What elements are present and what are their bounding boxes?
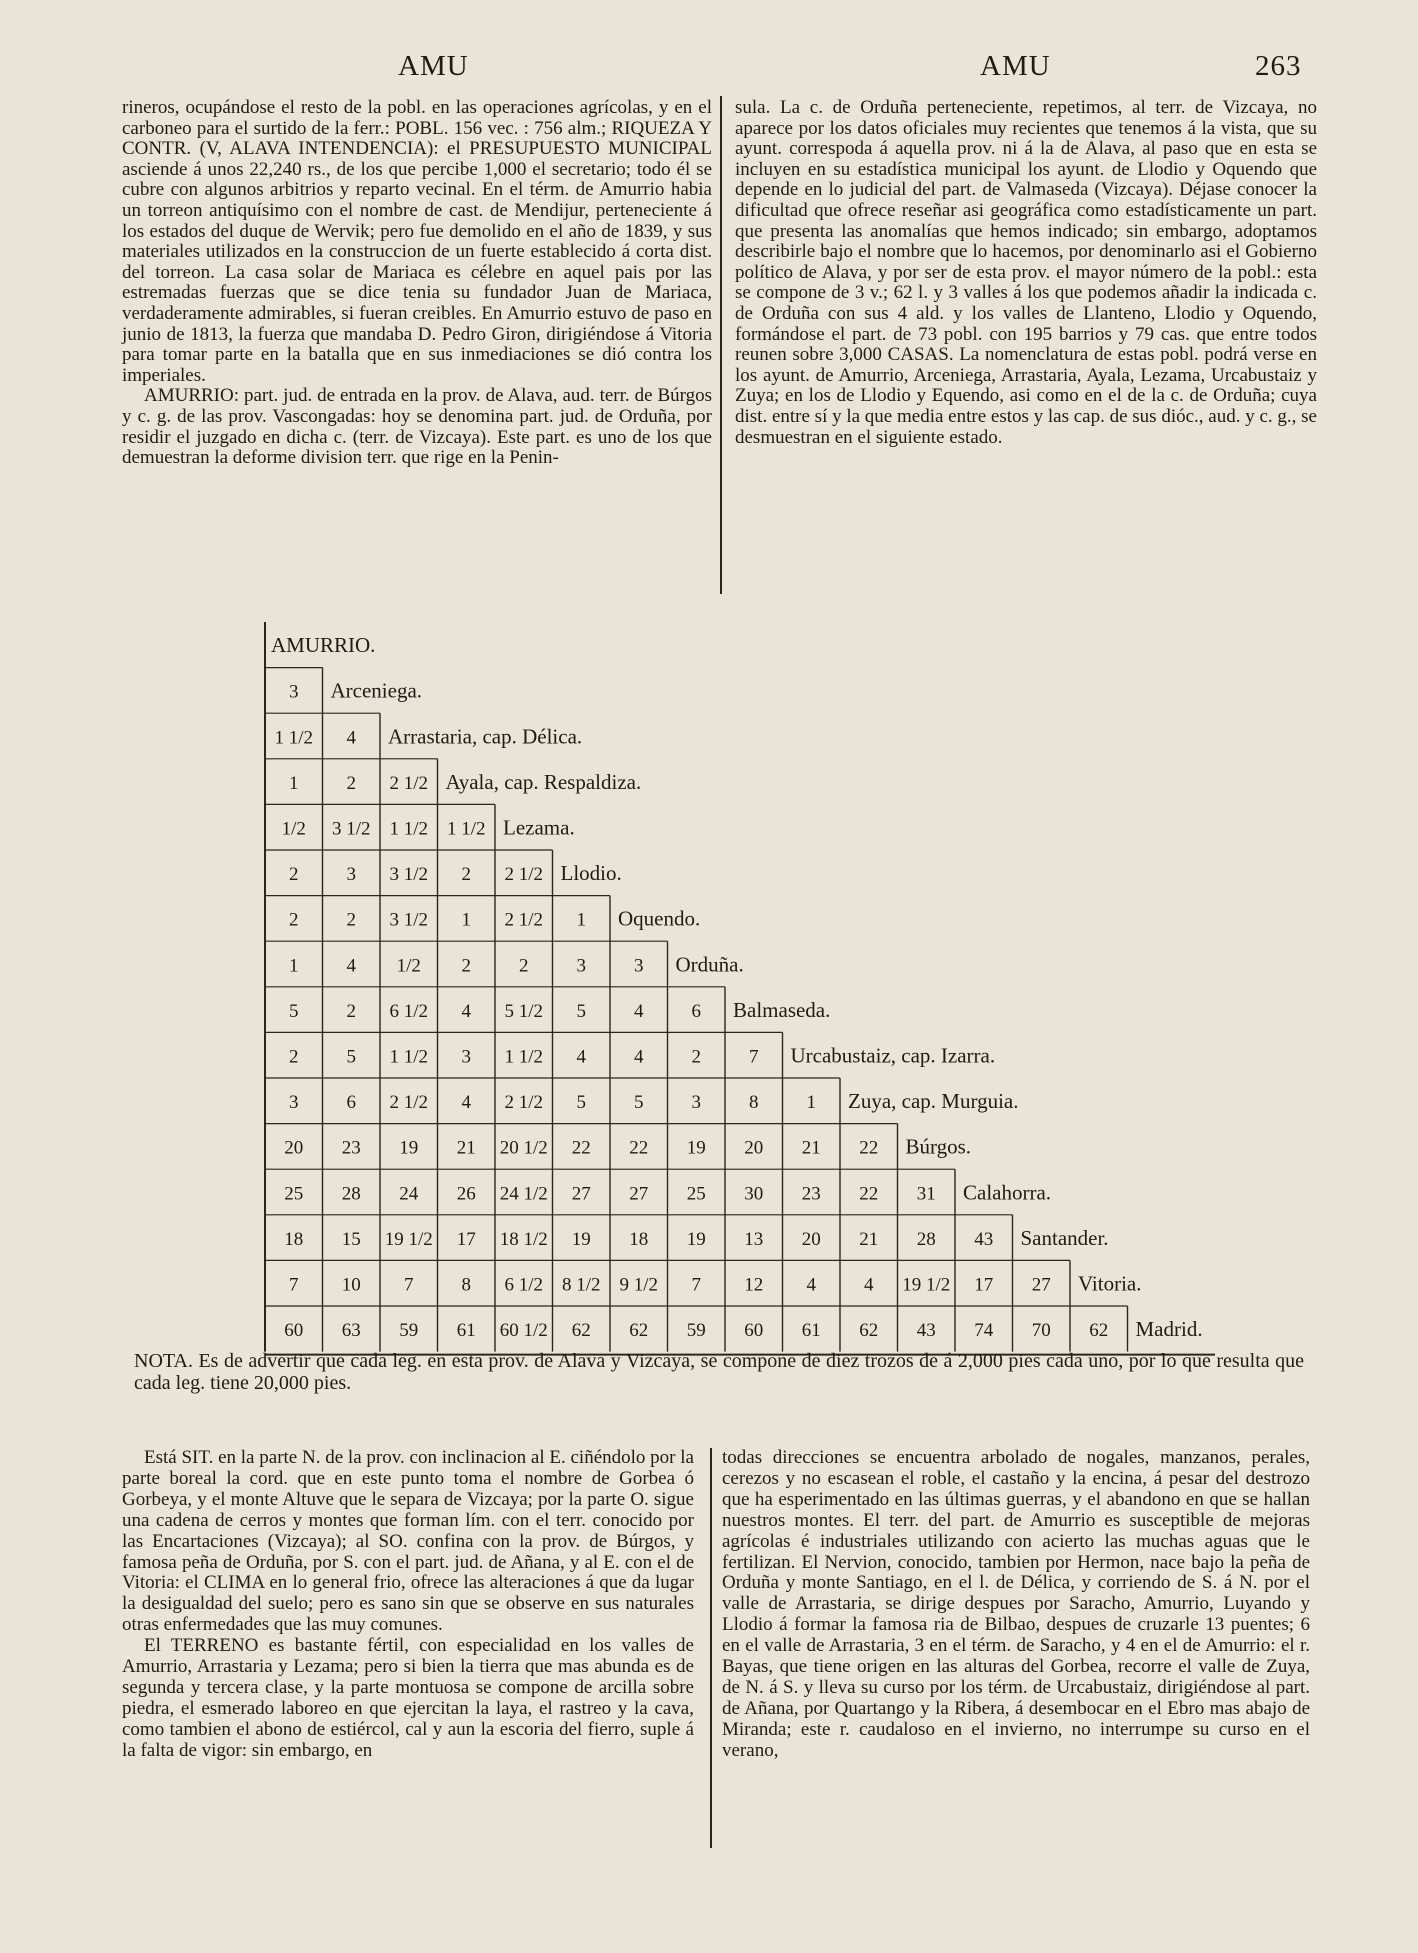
distance-cell: 1 [806, 1092, 816, 1114]
distance-cell: 3 1/2 [389, 864, 429, 886]
distance-cell: 21 [456, 1137, 476, 1159]
distance-cell: 19 [686, 1228, 706, 1250]
distance-cell: 2 [461, 955, 471, 977]
distance-cell: 15 [341, 1228, 361, 1250]
distance-cell: 2 [289, 909, 299, 931]
place-label: Ayala, cap. Respaldiza. [445, 769, 642, 794]
distance-cell: 13 [744, 1228, 764, 1250]
paragraph: todas direcciones se encuentra arbolado de nogales, manzanos, perales, cerezos y no escasean el roble, el castaño y la encina, á pesar del destrozo que ha esperimentado en las últimas guerras, y el abandono en que se hallan nuestros montes. El terr. del part. de Amurrio es susceptible de mejoras agrícolas é industriales utilizando con acierto las muchas aguas que le fertilizan. El Nervion, conocido, tambien por Hermon, nace bajo la peña de Orduña y monte Santiago, en el l. de Délica, y corriendo de S. á N. por el valle de Arrastaria, se dirige despues por Saracho, Amurrio, Luyando y Llodio á formar la famosa ria de Bilbao, despues de cruzarle 13 puentes; 6 en el valle de Arrastaria, 3 en el térm. de Saracho, y 4 en el de Amurrio: el r. Bayas, que tiene origen en las alturas del Gorbea, recorre el valle de Zuya, de N. á S. y lleva su curso por los térm. de Urcabustaiz, dirigiéndose al part. de Añana, por Quartango y la Ribera, á desembocar en el Ebro mas abajo de Miranda; este r. caudaloso en el invierno, no interrumpe su curso en el verano, [722, 1447, 1310, 1761]
place-label: Calahorra. [963, 1180, 1052, 1205]
distance-cell: 2 1/2 [389, 772, 429, 794]
place-label: Santander. [1020, 1225, 1109, 1250]
paragraph: AMURRIO: part. jud. de entrada en la prov. de Alava, aud. terr. de Búrgos y c. g. de las prov. Vascongadas: hoy se denomina part. jud. de Orduña, por residir el juzgado en dicha c. (terr. de Vizcaya). Este part. es uno de los que demuestran la deforme division terr. que rige en la Penin- [122, 385, 712, 469]
paragraph: sula. La c. de Orduña perteneciente, repetimos, al terr. de Vizcaya, no aparece por los datos oficiales muy recientes que tenemos á la vista, que su ayunt. correspoda á aquella prov. ni á la de Alava, al paso que en esta se incluyen en su estadística municipal los ayunt. de Llodio y Oquendo que depende en lo judicial del part. de Valmaseda (Vizcaya). Déjase conocer la dificultad que ofrece reseñar asi geográfica como estadísticamente un part. que presenta las anomalías que hemos indicado; sin embargo, adoptamos describirle bajo el nombre que lo hacemos, por denominarlo asi el Gobierno político de Alava, y por ser de esta prov. el mayor número de la pobl.: esta se compone de 3 v.; 62 l. y 3 valles á los que podemos añadir la indicada c. de Orduña con sus 4 ald. y los valles de Llanteno, Llodio y Oquendo, formándose el part. de 73 pobl. con 195 barrios y 79 cas. que entre todos reunen sobre 3,000 CASAS. La nomenclatura de estas pobl. podrá verse en los ayunt. de Amurrio, Arceniega, Arrastaria, Ayala, Lezama, Urcabustaiz y Zuya; en los de Llodio y Equendo, asi como en el de la c. de Orduña; cuya dist. entre sí y la que media entre estos y las cap. de sus dióc., aud. y c. g., se desmuestran en el siguiente estado. [735, 97, 1317, 448]
distance-cell: 7 [289, 1274, 299, 1296]
distance-cell: 19 1/2 [902, 1274, 951, 1296]
distance-cell: 31 [916, 1183, 936, 1205]
distance-cell: 62 [571, 1320, 591, 1342]
nota [134, 1350, 1304, 1394]
distance-cell: 43 [974, 1228, 994, 1250]
distance-cell: 4 [634, 1000, 644, 1022]
distance-cell: 6 1/2 [504, 1274, 544, 1296]
distance-cell: 4 [576, 1046, 586, 1068]
distance-cell: 6 [346, 1092, 356, 1114]
distance-cell: 24 [399, 1183, 419, 1205]
place-label: Vitoria. [1078, 1271, 1142, 1296]
distance-cell: 2 1/2 [389, 1092, 429, 1114]
place-label: Arceniega. [330, 678, 423, 703]
distance-cell: 24 1/2 [499, 1183, 548, 1205]
distance-cell: 4 [634, 1046, 644, 1068]
distance-cell: 61 [456, 1320, 476, 1342]
distance-table [255, 612, 1215, 1352]
distance-cell: 3 [691, 1092, 701, 1114]
distance-cell: 20 [801, 1228, 821, 1250]
distance-cell: 30 [744, 1183, 764, 1205]
distance-cell: 1 [576, 909, 586, 931]
distance-cell: 26 [456, 1183, 476, 1205]
distance-cell: 1 1/2 [504, 1046, 544, 1068]
distance-cell: 4 [806, 1274, 816, 1296]
distance-cell: 5 [576, 1092, 586, 1114]
distance-cell: 2 [691, 1046, 701, 1068]
distance-cell: 5 [576, 1000, 586, 1022]
distance-cell: 25 [686, 1183, 706, 1205]
distance-cell: 62 [629, 1320, 649, 1342]
distance-cell: 1 [289, 772, 299, 794]
distance-cell: 19 [686, 1137, 706, 1159]
distance-cell: 19 [399, 1137, 419, 1159]
place-label: Zuya, cap. Murguia. [848, 1089, 1019, 1114]
distance-cell: 1 1/2 [389, 818, 429, 840]
distance-cell: 2 1/2 [504, 1092, 544, 1114]
distance-cell: 21 [801, 1137, 821, 1159]
distance-cell: 2 [461, 864, 471, 886]
distance-cell: 7 [404, 1274, 414, 1296]
nota-text: Es de advertir que cada leg. en esta prov. de Alava y Vizcaya, se compone de diez trozos de á 2,000 pies cada uno, por lo que resulta que cada leg. tiene 20,000 pies. [134, 1350, 1305, 1394]
distance-cell: 4 [461, 1092, 471, 1114]
top-left-column [122, 98, 712, 469]
distance-cell: 5 [289, 1000, 299, 1022]
distance-cell: 19 [571, 1228, 591, 1250]
place-label: Urcabustaiz, cap. Izarra. [790, 1043, 996, 1068]
distance-cell: 27 [571, 1183, 591, 1205]
distance-cell: 17 [456, 1228, 476, 1250]
distance-cell: 60 [284, 1320, 304, 1342]
distance-cell: 25 [284, 1183, 304, 1205]
distance-cell: 18 [284, 1228, 304, 1250]
distance-cell: 20 [284, 1137, 304, 1159]
distance-cell: 3 [634, 955, 644, 977]
place-label: Arrastaria, cap. Délica. [388, 724, 583, 749]
distance-cell: 60 [744, 1320, 764, 1342]
distance-cell: 1 [461, 909, 471, 931]
distance-cell: 62 [859, 1320, 879, 1342]
place-label: Búrgos. [905, 1134, 972, 1159]
distance-cell: 5 [346, 1046, 356, 1068]
distance-cell: 43 [916, 1320, 936, 1342]
distance-cell: 9 1/2 [619, 1274, 659, 1296]
nota-label: NOTA. [134, 1350, 193, 1372]
distance-cell: 23 [801, 1183, 821, 1205]
distance-cell: 5 [634, 1092, 644, 1114]
distance-cell: 5 1/2 [504, 1000, 544, 1022]
running-head-left: AMU [398, 50, 469, 82]
distance-cell: 59 [399, 1320, 419, 1342]
distance-cell: 2 [346, 909, 356, 931]
distance-cell: 18 [629, 1228, 649, 1250]
distance-cell: 3 1/2 [331, 818, 371, 840]
distance-cell: 18 1/2 [499, 1228, 548, 1250]
top-right-column [735, 98, 1317, 448]
distance-cell: 59 [686, 1320, 706, 1342]
distance-cell: 2 1/2 [504, 909, 544, 931]
distance-cell: 20 1/2 [499, 1137, 548, 1159]
distance-cell: 6 1/2 [389, 1000, 429, 1022]
distance-cell: 19 1/2 [384, 1228, 433, 1250]
distance-cell: 21 [859, 1228, 879, 1250]
distance-cell: 27 [629, 1183, 649, 1205]
place-label: Lezama. [503, 815, 575, 840]
bottom-right-column [722, 1448, 1310, 1762]
place-label: Orduña. [675, 952, 744, 977]
distance-cell: 3 [346, 864, 356, 886]
distance-cell: 4 [461, 1000, 471, 1022]
place-label: AMURRIO. [271, 633, 376, 658]
page-number: 263 [1255, 50, 1302, 82]
distance-cell: 1/2 [396, 955, 421, 977]
distance-cell: 8 [461, 1274, 471, 1296]
distance-cell: 22 [859, 1137, 879, 1159]
distance-cell: 22 [571, 1137, 591, 1159]
distance-cell: 61 [801, 1320, 821, 1342]
distance-cell: 6 [691, 1000, 701, 1022]
distance-cell: 22 [629, 1137, 649, 1159]
distance-cell: 74 [974, 1320, 994, 1342]
column-rule [710, 1448, 712, 1848]
distance-cell: 8 [749, 1092, 759, 1114]
distance-cell: 28 [341, 1183, 361, 1205]
distance-cell: 2 [346, 772, 356, 794]
distance-cell: 3 [461, 1046, 471, 1068]
distance-cell: 3 [576, 955, 586, 977]
distance-cell: 3 [289, 681, 299, 703]
place-label: Madrid. [1135, 1317, 1203, 1342]
distance-cell: 2 [289, 1046, 299, 1068]
distance-cell: 17 [974, 1274, 994, 1296]
distance-cell: 2 [519, 955, 529, 977]
bottom-left-column [122, 1448, 694, 1762]
distance-cell: 23 [341, 1137, 361, 1159]
place-label: Oquendo. [618, 906, 701, 931]
paragraph: El TERRENO es bastante fértil, con especialidad en los valles de Amurrio, Arrastaria y Lezama; pero si bien la tierra que mas abunda es de segunda y tercera clase, y la parte montuosa se compone de arcilla sobre piedra, el esmerado laboreo en que ejercitan la laya, el rastreo y la cava, como tambien el abono de estiércol, cal y aun la escoria del fierro, suple á la falta de vigor: sin embargo, en [122, 1635, 694, 1761]
running-head-right: AMU [980, 50, 1051, 82]
distance-cell: 7 [749, 1046, 759, 1068]
distance-cell: 10 [341, 1274, 361, 1296]
place-label: Balmaseda. [733, 997, 831, 1022]
distance-cell: 28 [916, 1228, 936, 1250]
distance-cell: 4 [346, 955, 356, 977]
distance-cell: 4 [346, 727, 356, 749]
distance-cell: 2 [346, 1000, 356, 1022]
distance-cell: 12 [744, 1274, 764, 1296]
distance-cell: 63 [341, 1320, 361, 1342]
distance-cell: 70 [1031, 1320, 1051, 1342]
distance-cell: 8 1/2 [561, 1274, 601, 1296]
distance-cell: 1/2 [281, 818, 306, 840]
distance-cell: 62 [1089, 1320, 1109, 1342]
distance-cell: 2 1/2 [504, 864, 544, 886]
paragraph: Está SIT. en la parte N. de la prov. con inclinacion al E. ciñéndolo por la parte boreal la cord. que en este punto toma el nombre de Gorbea ó Gorbeya, y el monte Altuve que le separa de Vizcaya; por la parte O. sigue una cadena de cerros y montes que forman lím. con el terr. conocido por las Encartaciones (Vizcaya); al SO. confina con la prov. de Búrgos, y famosa peña de Orduña, por S. con el part. jud. de Añana, y al E. con el de Vitoria: el CLIMA en lo general frio, ofrece las alteraciones á que da lugar la desigualdad del suelo; pero es sano sin que se observe en sus naturales otras enfermedades que las muy comunes. [122, 1447, 694, 1636]
distance-cell: 4 [864, 1274, 874, 1296]
distance-cell: 1 [289, 955, 299, 977]
distance-cell: 7 [691, 1274, 701, 1296]
distance-cell: 20 [744, 1137, 764, 1159]
paragraph: rineros, ocupándose el resto de la pobl. en las operaciones agrícolas, y en el carboneo para el surtido de la ferr.: POBL. 156 vec. : 756 alm.; RIQUEZA Y CONTR. (V, ALAVA INTENDENCIA): el PRESUPUESTO MUNICIPAL asciende á unos 22,240 rs., de los que percibe 1,000 el secretario; todo él se cubre con algunos arbitrios y reparto vecinal. En el térm. de Amurrio habia un torreon antiquísimo con el nombre de cast. de Mendijur, perteneciente á los estados del duque de Wervik; pero fue demolido en el año de 1839, y sus materiales utilizados en la construccion de un fuerte establecido á corta dist. del torreon. La casa solar de Mariaca es célebre en aquel pais por las estremadas fuerzas que se dice tenia su fundador Juan de Mariaca, verdaderamente admirables, si fueran creibles. En Amurrio estuvo de paso en junio de 1813, la fuerza que mandaba D. Pedro Giron, dirigiéndose á Vitoria para tomar parte en la batalla que en sus inmediaciones se dió contra los imperiales. [122, 97, 712, 386]
distance-cell: 60 1/2 [499, 1320, 548, 1342]
distance-cell: 3 1/2 [389, 909, 429, 931]
distance-cell: 1 1/2 [274, 727, 314, 749]
distance-cell: 27 [1031, 1274, 1051, 1296]
distance-cell: 3 [289, 1092, 299, 1114]
column-rule [720, 96, 722, 594]
distance-cell: 2 [289, 864, 299, 886]
distance-cell: 1 1/2 [389, 1046, 429, 1068]
distance-cell: 1 1/2 [446, 818, 486, 840]
place-label: Llodio. [560, 861, 622, 886]
distance-cell: 22 [859, 1183, 879, 1205]
